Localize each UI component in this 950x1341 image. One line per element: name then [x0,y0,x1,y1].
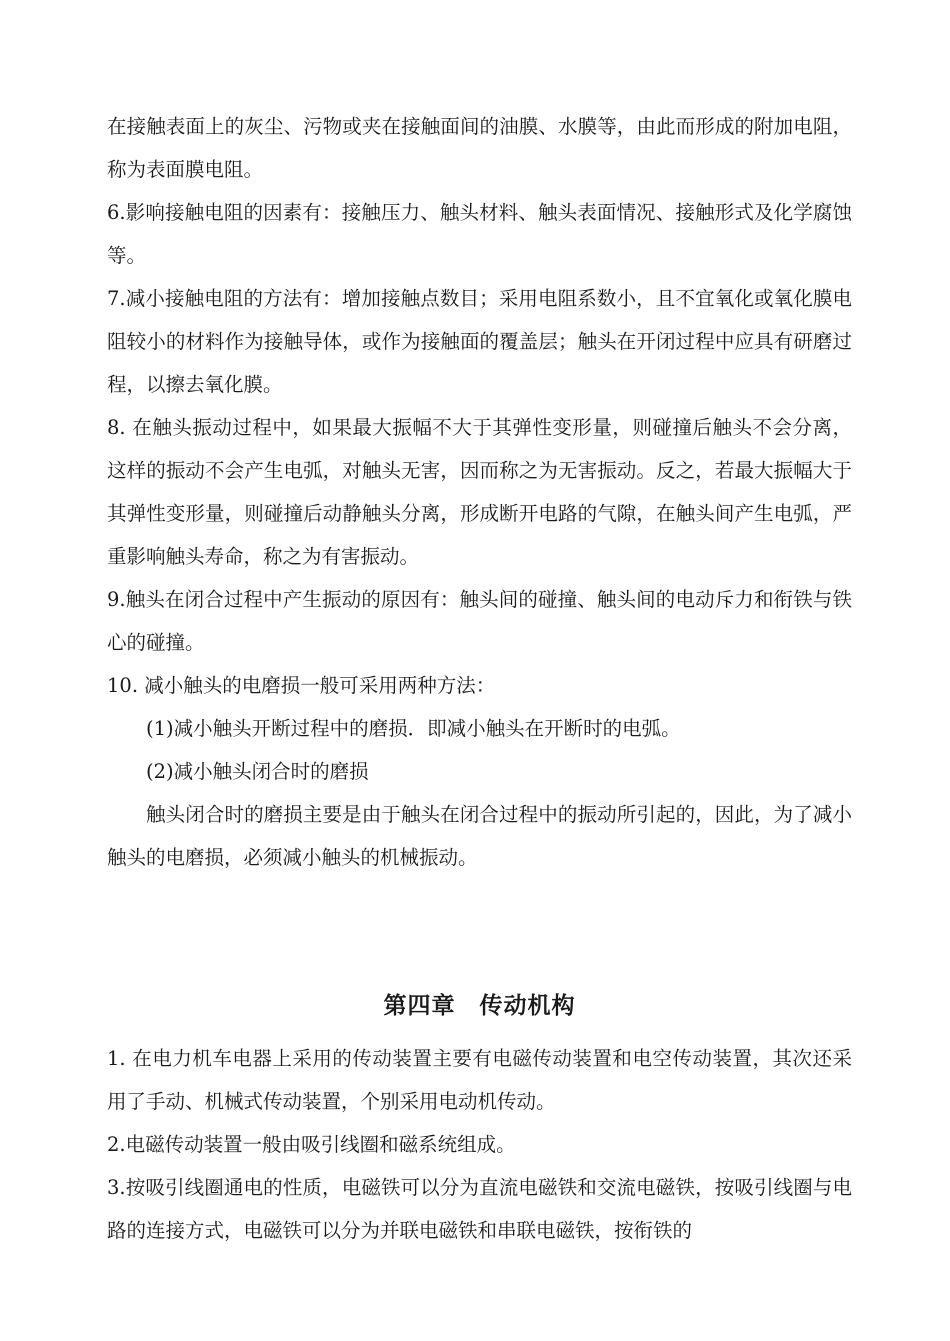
chapter4-item-2: 2.电磁传动装置一般由吸引线圈和磁系统组成。 [107,1133,516,1156]
paragraph-surface-film-resistance: 在接触表面上的灰尘、污物或夹在接触面间的油膜、水膜等，由此而形成的附加电阻，称为表面膜电阻。 [107,115,852,181]
paragraph-item-9: 9.触头在闭合过程中产生振动的原因有：触头间的碰撞、触头间的电动斥力和衔铁与铁心的碰撞。 [107,588,852,654]
chapter-title: 第四章 传动机构 [383,992,576,1019]
sub-item-explanation: 触头闭合时的磨损主要是由于触头在闭合过程中的振动所引起的，因此，为了减小触头的电磨损，必须减小触头的机械振动。 [107,803,852,869]
sub-item-1: (1)减小触头开断过程中的磨损．即减小触头在开断时的电弧。 [146,717,681,740]
chapter4-item-1: 1. 在电力机车电器上采用的传动装置主要有电磁传动装置和电空传动装置，其次还采用了手动、机械式传动装置，个别采用电动机传动。 [107,1047,852,1113]
paragraph-item-6: 6.影响接触电阻的因素有：接触压力、触头材料、触头表面情况、接触形式及化学腐蚀等。 [107,201,852,267]
document-page [107,105,852,1252]
sub-item-2: (2)减小触头闭合时的磨损 [146,760,369,783]
paragraph-item-8: 8. 在触头振动过程中，如果最大振幅不大于其弹性变形量，则碰撞后触头不会分离，这样的振动不会产生电弧，对触头无害，因而称之为无害振动。反之，若最大振幅大于其弹性变形量，则碰撞后动静触头分离，形成断开电路的气隙，在触头间产生电弧，严重影响触头寿命，称之为有害振动。 [107,416,852,568]
paragraph-item-10: 10. 减小触头的电磨损一般可采用两种方法： [107,674,496,697]
chapter4-item-3: 3.按吸引线圈通电的性质，电磁铁可以分为直流电磁铁和交流电磁铁，按吸引线圈与电路的连接方式，电磁铁可以分为并联电磁铁和串联电磁铁，按衔铁的 [107,1176,852,1242]
paragraph-item-7: 7.减小接触电阻的方法有：增加接触点数目；采用电阻系数小，且不宜氧化或氧化膜电阻较小的材料作为接触导体，或作为接触面的覆盖层；触头在开闭过程中应具有研磨过程，以擦去氧化膜。 [107,287,852,396]
